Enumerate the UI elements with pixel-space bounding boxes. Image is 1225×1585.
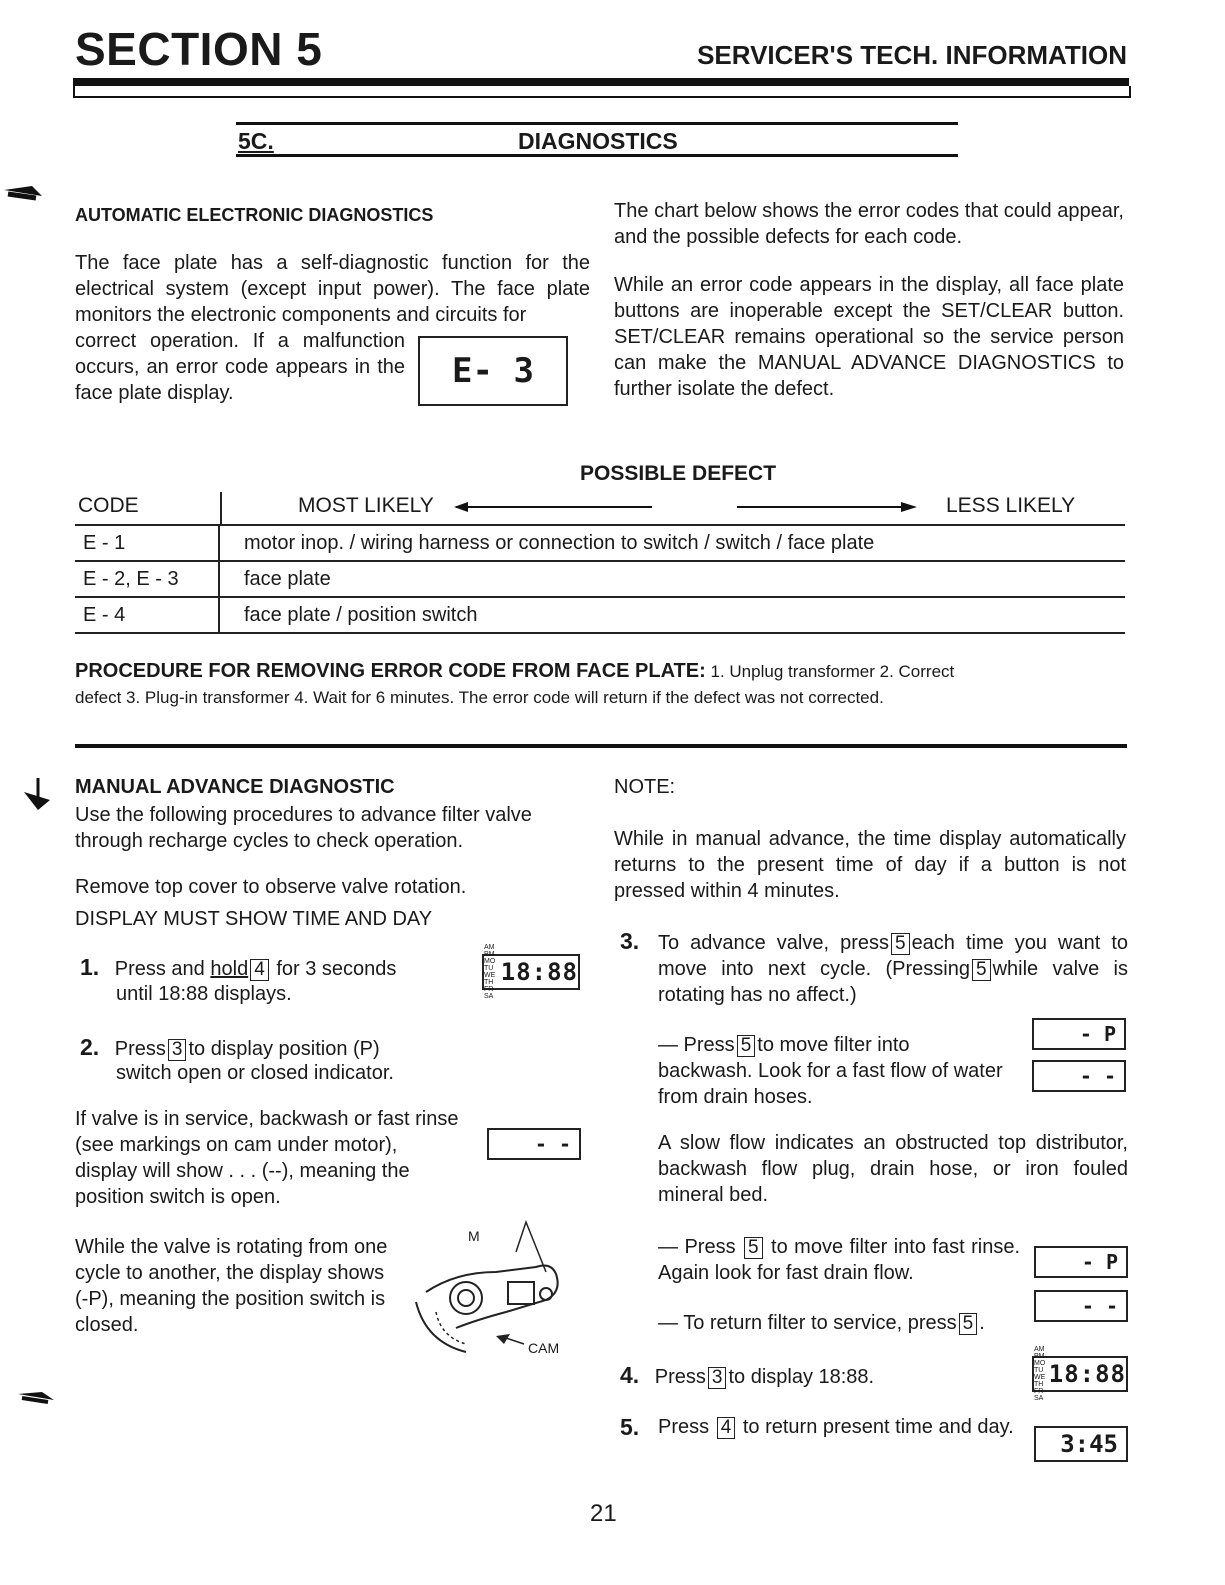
- remove-cover-text: Remove top cover to observe valve rotation.: [75, 876, 467, 898]
- subsection-title: DIAGNOSTICS: [518, 128, 678, 154]
- subsection-label: 5C.: [238, 128, 274, 154]
- code-cell: E - 4: [75, 598, 220, 632]
- step-number: 4.: [620, 1362, 640, 1388]
- slow-flow-text: A slow flow indicates an obstructed top distributor, backwash flow plug, drain hose, or iron fouled mineral bed.: [658, 1132, 1128, 1206]
- key-5-button[interactable]: 5: [972, 959, 991, 981]
- step-5-number: [620, 1414, 639, 1441]
- step2-text-c: switch open or closed indicator.: [116, 1062, 394, 1084]
- margin-arrow-icon: [16, 1388, 58, 1410]
- header-right-title: SERVICER'S TECH. INFORMATION: [697, 40, 1127, 70]
- lcd-dash-display: - -: [1034, 1290, 1128, 1322]
- note-text: While in manual advance, the time display automatically returns to the present time of day if a button is not pressed within 4 minutes.: [614, 828, 1126, 902]
- step-3: [658, 930, 1128, 1008]
- less-likely-label: LESS LIKELY: [946, 494, 1076, 517]
- manual-intro: Use the following procedures to advance filter valve through recharge cycles to check operation.: [75, 804, 532, 852]
- table-row: [75, 562, 1125, 598]
- margin-down-arrow-icon: [20, 776, 58, 812]
- lcd-p-display: - P: [1032, 1018, 1126, 1050]
- key-5-button[interactable]: 5: [744, 1237, 763, 1259]
- section-title: SECTION 5: [75, 23, 323, 75]
- step1-text-b: for 3 seconds: [276, 958, 397, 980]
- step-number: 3.: [620, 928, 640, 954]
- auto-diagnostics-heading: AUTOMATIC ELECTRONIC DIAGNOSTICS: [75, 205, 434, 225]
- cam-motor-label: M: [468, 1228, 480, 1244]
- auto-para-1: The face plate has a self-diagnostic function for the electrical system (except input power). The face plate monitors the electronic components and circuits for: [75, 252, 590, 326]
- lcd-345-display: 3:45: [1034, 1426, 1128, 1462]
- display-must-text: DISPLAY MUST SHOW TIME AND DAY: [75, 908, 433, 930]
- defect-cell: motor inop. / wiring harness or connection to switch / switch / face plate: [244, 531, 875, 554]
- lcd-time: 18:88: [500, 958, 578, 986]
- arrow-left-icon: [452, 500, 657, 514]
- return-text-a: — To return filter to service, press: [658, 1312, 957, 1334]
- step3-text-c: while valve is rotating has no affect.): [658, 958, 1129, 1006]
- step2-text-b: to display position (P): [188, 1038, 380, 1060]
- step1-text-a: Press and: [114, 958, 205, 980]
- step-number: 5.: [620, 1414, 640, 1440]
- defect-cell: face plate / position switch: [244, 603, 478, 626]
- note-label: NOTE:: [614, 776, 676, 798]
- step-3-number: [620, 928, 639, 955]
- error-code-display: E- 3: [418, 336, 568, 406]
- rinse-text: [658, 1234, 1020, 1286]
- code-cell: E - 1: [75, 526, 220, 560]
- col-code-header: CODE: [78, 494, 139, 517]
- step-2: [80, 1034, 380, 1062]
- header-rule: [73, 78, 1129, 86]
- procedure-line-1: [75, 660, 1135, 683]
- procedure-line-2: defect 3. Plug-in transformer 4. Wait for 6 minutes. The error code will return if the defect was not corrected.: [75, 688, 884, 707]
- lcd-day-indicators: AM PM MO TU WE TH FR SA: [1034, 1346, 1046, 1402]
- key-5-button[interactable]: 5: [959, 1313, 978, 1335]
- step5-text-b: to return present time and day.: [742, 1416, 1014, 1438]
- header-divider: [220, 492, 222, 524]
- lcd-dash-display: - -: [487, 1128, 581, 1160]
- rinse-text-b: to move filter into fast rinse. Again look for fast drain flow.: [658, 1236, 1021, 1284]
- step3-text-a: To advance valve, press: [658, 932, 889, 954]
- defect-table: [75, 526, 1125, 634]
- set-clear-text: While an error code appears in the display, all face plate buttons are inoperable except the SET/CLEAR button. SET/CLEAR remains operational so the service person can make the MANUAL ADVANCE DIAGNOSTICS to further isolate the defect.: [614, 274, 1124, 400]
- subsection-top-rule: [236, 122, 958, 125]
- key-5-button[interactable]: 5: [737, 1035, 756, 1057]
- step-1: [80, 954, 396, 982]
- margin-arrow-icon: [2, 178, 54, 208]
- cam-label: CAM: [528, 1340, 560, 1356]
- arrow-right-icon: [735, 500, 920, 514]
- step-number: 2.: [80, 1034, 100, 1060]
- manual-heading: MANUAL ADVANCE DIAGNOSTIC: [75, 776, 395, 798]
- step-4: [620, 1362, 874, 1390]
- backwash-text-b: to move filter into backwash. Look for a fast flow of water from drain hoses.: [658, 1034, 1003, 1108]
- step-5: [658, 1414, 1020, 1440]
- key-5-button[interactable]: 5: [891, 933, 910, 955]
- procedure-steps-1: 1. Unplug transformer 2. Correct: [710, 662, 955, 681]
- lcd-1888-display: [482, 944, 580, 1000]
- lcd-dash-display: - -: [1032, 1060, 1126, 1092]
- chart-intro-text: The chart below shows the error codes that could appear, and the possible defects for each code.: [614, 200, 1124, 248]
- key-3-button[interactable]: 3: [708, 1367, 727, 1389]
- step4-text-a: Press: [654, 1366, 706, 1388]
- code-cell: E - 2, E - 3: [75, 562, 220, 596]
- open-switch-text: If valve is in service, backwash or fast rinse (see markings on cam under motor), display will show . . . (--), meaning the position switch is open.: [75, 1108, 459, 1208]
- return-text: — To return filter to service, press 5 .: [658, 1312, 985, 1334]
- step-number: 1.: [80, 954, 100, 980]
- defect-cell: face plate: [244, 567, 331, 590]
- step5-text-a: Press: [658, 1416, 710, 1438]
- page-number: 21: [590, 1500, 617, 1527]
- lcd-1888-display: [1032, 1346, 1128, 1402]
- table-row: [75, 598, 1125, 634]
- lcd-p-display: - P: [1034, 1246, 1128, 1278]
- auto-para-2: correct operation. If a malfunction occurs, an error code appears in the face plate display.: [75, 330, 405, 404]
- step3-text-b: each time you want to move into next cycle. (Pressing: [658, 932, 1128, 980]
- step1-hold: hold: [210, 958, 249, 980]
- lcd-day-indicators: AM PM MO TU WE TH FR SA: [484, 944, 496, 1000]
- lcd-time: 18:88: [1048, 1360, 1126, 1388]
- step4-text-b: to display 18:88.: [728, 1366, 875, 1388]
- procedure-heading: PROCEDURE FOR REMOVING ERROR CODE FROM FACE PLATE:: [75, 660, 706, 682]
- header-rule-box: [73, 86, 1131, 98]
- key-3-button[interactable]: 3: [168, 1039, 187, 1061]
- step2-text-a: Press: [114, 1038, 166, 1060]
- step1-text-c: until 18:88 displays.: [116, 983, 292, 1005]
- table-row: [75, 526, 1125, 562]
- possible-defect-title: POSSIBLE DEFECT: [580, 462, 777, 485]
- rinse-text-a: — Press: [658, 1236, 736, 1258]
- section-divider: [75, 744, 1127, 748]
- cam-diagram: [396, 1212, 572, 1360]
- key-4-button[interactable]: 4: [717, 1417, 736, 1439]
- subsection-bottom-rule: [236, 154, 958, 157]
- most-likely-label: MOST LIKELY: [298, 494, 434, 517]
- key-4-button[interactable]: 4: [250, 959, 269, 981]
- backwash-text: [658, 1032, 1008, 1110]
- backwash-text-a: — Press: [658, 1034, 735, 1056]
- closed-switch-text: While the valve is rotating from one cycle to another, the display shows (-P), meaning the position switch is closed.: [75, 1236, 388, 1336]
